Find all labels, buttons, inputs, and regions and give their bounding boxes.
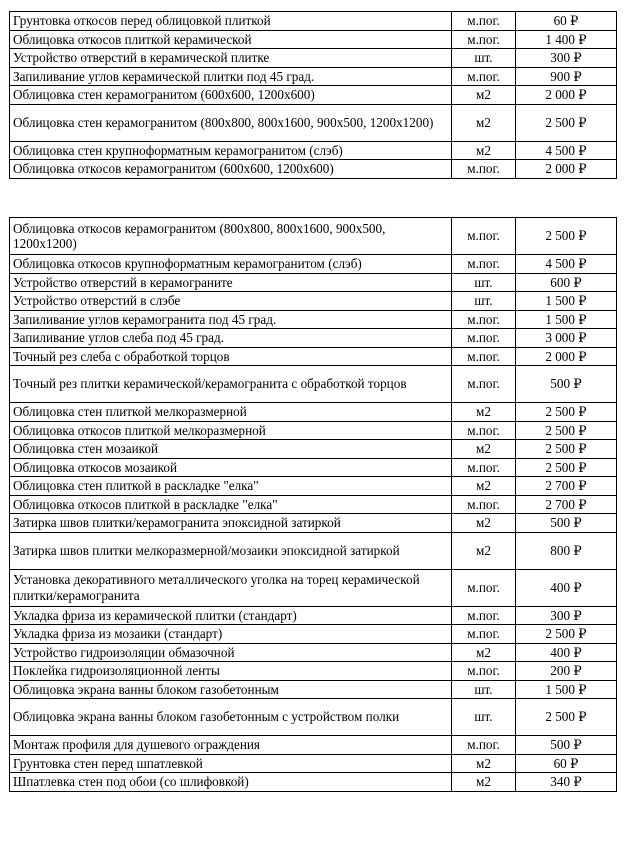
service-name-cell: Затирка швов плитки мелкоразмерной/мозаики эпоксидной затиркой [10,532,452,569]
price-cell: 2 500 ₽ [516,403,617,422]
unit-cell: шт. [452,292,516,311]
table-row [10,67,617,86]
table-row [10,495,617,514]
table-row [10,104,617,141]
service-name-cell: Устройство отверстий в керамограните [10,273,452,292]
price-cell: 2 500 ₽ [516,625,617,644]
price-cell: 1 500 ₽ [516,292,617,311]
table-row [10,421,617,440]
table-row [10,680,617,699]
price-cell: 60 ₽ [516,12,617,31]
table-row [10,643,617,662]
unit-cell: м.пог. [452,67,516,86]
service-name-cell: Устройство отверстий в слэбе [10,292,452,311]
price-cell: 3 000 ₽ [516,329,617,348]
unit-cell: м2 [452,403,516,422]
unit-cell: м2 [452,141,516,160]
unit-cell: м2 [452,532,516,569]
price-cell: 2 700 ₽ [516,495,617,514]
price-cell: 4 500 ₽ [516,255,617,274]
service-name-cell: Облицовка откосов мозаикой [10,458,452,477]
service-name-cell: Грунтовка стен перед шпатлевкой [10,754,452,773]
unit-cell: м.пог. [452,625,516,644]
service-name-cell: Запиливание углов керамогранита под 45 град. [10,310,452,329]
price-cell: 2 500 ₽ [516,218,617,255]
service-name-cell: Облицовка стен плиткой в раскладке "елка" [10,477,452,496]
table-row [10,329,617,348]
price-cell: 500 ₽ [516,514,617,533]
unit-cell: м.пог. [452,218,516,255]
unit-cell: м.пог. [452,736,516,755]
unit-cell: м2 [452,104,516,141]
unit-cell: м.пог. [452,495,516,514]
service-name-cell: Запиливание углов слеба под 45 град. [10,329,452,348]
service-name-cell: Облицовка стен мозаикой [10,440,452,459]
table-row [10,625,617,644]
unit-cell: м.пог. [452,569,516,606]
price-cell: 2 000 ₽ [516,160,617,179]
table-row [10,440,617,459]
table-row [10,606,617,625]
service-name-cell: Облицовка стен керамогранитом (600х600, 1200х600) [10,86,452,105]
price-cell: 800 ₽ [516,532,617,569]
unit-cell: м2 [452,440,516,459]
unit-cell: м2 [452,477,516,496]
service-name-cell: Запиливание углов керамической плитки под 45 град. [10,67,452,86]
table-row [10,569,617,606]
table-row [10,86,617,105]
table-row [10,366,617,403]
unit-cell: м.пог. [452,606,516,625]
table-row [10,736,617,755]
price-cell: 2 500 ₽ [516,421,617,440]
service-name-cell: Монтаж профиля для душевого ограждения [10,736,452,755]
table-row [10,403,617,422]
service-name-cell: Облицовка откосов плиткой в раскладке "елка" [10,495,452,514]
service-name-cell: Укладка фриза из мозаики (стандарт) [10,625,452,644]
service-name-cell: Облицовка откосов керамогранитом (800х800, 800х1600, 900х500, 1200х1200) [10,218,452,255]
table-row [10,273,617,292]
unit-cell: м.пог. [452,30,516,49]
unit-cell: м2 [452,514,516,533]
table-row [10,699,617,736]
service-name-cell: Точный рез плитки керамической/керамогранита с обработкой торцов [10,366,452,403]
price-cell: 2 500 ₽ [516,458,617,477]
service-name-cell: Облицовка стен керамогранитом (800х800, 800х1600, 900х500, 1200х1200) [10,104,452,141]
price-cell: 2 700 ₽ [516,477,617,496]
unit-cell: м.пог. [452,329,516,348]
unit-cell: м2 [452,754,516,773]
service-name-cell: Облицовка откосов плиткой керамической [10,30,452,49]
unit-cell: шт. [452,49,516,68]
table-row [10,310,617,329]
service-name-cell: Облицовка откосов крупноформатным керамогранитом (слэб) [10,255,452,274]
service-name-cell: Облицовка стен крупноформатным керамогранитом (слэб) [10,141,452,160]
unit-cell: шт. [452,680,516,699]
service-name-cell: Устройство отверстий в керамической плитке [10,49,452,68]
service-name-cell: Грунтовка откосов перед облицовкой плиткой [10,12,452,31]
unit-cell: м2 [452,86,516,105]
price-table-2 [9,217,617,792]
unit-cell: м.пог. [452,160,516,179]
table-row [10,514,617,533]
price-cell: 2 000 ₽ [516,86,617,105]
price-cell: 2 500 ₽ [516,699,617,736]
price-cell: 300 ₽ [516,606,617,625]
price-cell: 400 ₽ [516,643,617,662]
price-cell: 500 ₽ [516,736,617,755]
price-cell: 2 000 ₽ [516,347,617,366]
service-name-cell: Облицовка откосов керамогранитом (600х600, 1200х600) [10,160,452,179]
table-row [10,477,617,496]
service-name-cell: Облицовка откосов плиткой мелкоразмерной [10,421,452,440]
table-row [10,773,617,792]
unit-cell: м2 [452,773,516,792]
table-row [10,255,617,274]
unit-cell: м.пог. [452,662,516,681]
table-row [10,458,617,477]
unit-cell: м.пог. [452,310,516,329]
unit-cell: шт. [452,699,516,736]
table-row [10,141,617,160]
price-cell: 600 ₽ [516,273,617,292]
unit-cell: м.пог. [452,12,516,31]
table-row [10,12,617,31]
table-row [10,662,617,681]
unit-cell: м.пог. [452,458,516,477]
service-name-cell: Облицовка экрана ванны блоком газобетонным с устройством полки [10,699,452,736]
price-cell: 2 500 ₽ [516,104,617,141]
price-cell: 400 ₽ [516,569,617,606]
unit-cell: шт. [452,273,516,292]
table-row [10,30,617,49]
service-name-cell: Затирка швов плитки/керамогранита эпоксидной затиркой [10,514,452,533]
price-cell: 60 ₽ [516,754,617,773]
service-name-cell: Точный рез слеба с обработкой торцов [10,347,452,366]
table-row [10,218,617,255]
price-cell: 300 ₽ [516,49,617,68]
price-cell: 1 500 ₽ [516,680,617,699]
unit-cell: м.пог. [452,255,516,274]
service-name-cell: Поклейка гидроизоляционной ленты [10,662,452,681]
price-cell: 340 ₽ [516,773,617,792]
unit-cell: м2 [452,643,516,662]
price-cell: 1 500 ₽ [516,310,617,329]
price-cell: 4 500 ₽ [516,141,617,160]
price-cell: 2 500 ₽ [516,440,617,459]
table-row [10,347,617,366]
price-cell: 200 ₽ [516,662,617,681]
table-row [10,754,617,773]
table-row [10,160,617,179]
service-name-cell: Облицовка стен плиткой мелкоразмерной [10,403,452,422]
price-cell: 500 ₽ [516,366,617,403]
service-name-cell: Облицовка экрана ванны блоком газобетонным [10,680,452,699]
price-cell: 900 ₽ [516,67,617,86]
service-name-cell: Укладка фриза из керамической плитки (стандарт) [10,606,452,625]
service-name-cell: Устройство гидроизоляции обмазочной [10,643,452,662]
table-row [10,292,617,311]
unit-cell: м.пог. [452,366,516,403]
unit-cell: м.пог. [452,421,516,440]
table-row [10,532,617,569]
table-row [10,49,617,68]
price-table-1 [9,11,617,179]
price-cell: 1 400 ₽ [516,30,617,49]
service-name-cell: Шпатлевка стен под обои (со шлифовкой) [10,773,452,792]
unit-cell: м.пог. [452,347,516,366]
service-name-cell: Установка декоративного металлического уголка на торец керамической плитки/керамогранита [10,569,452,606]
